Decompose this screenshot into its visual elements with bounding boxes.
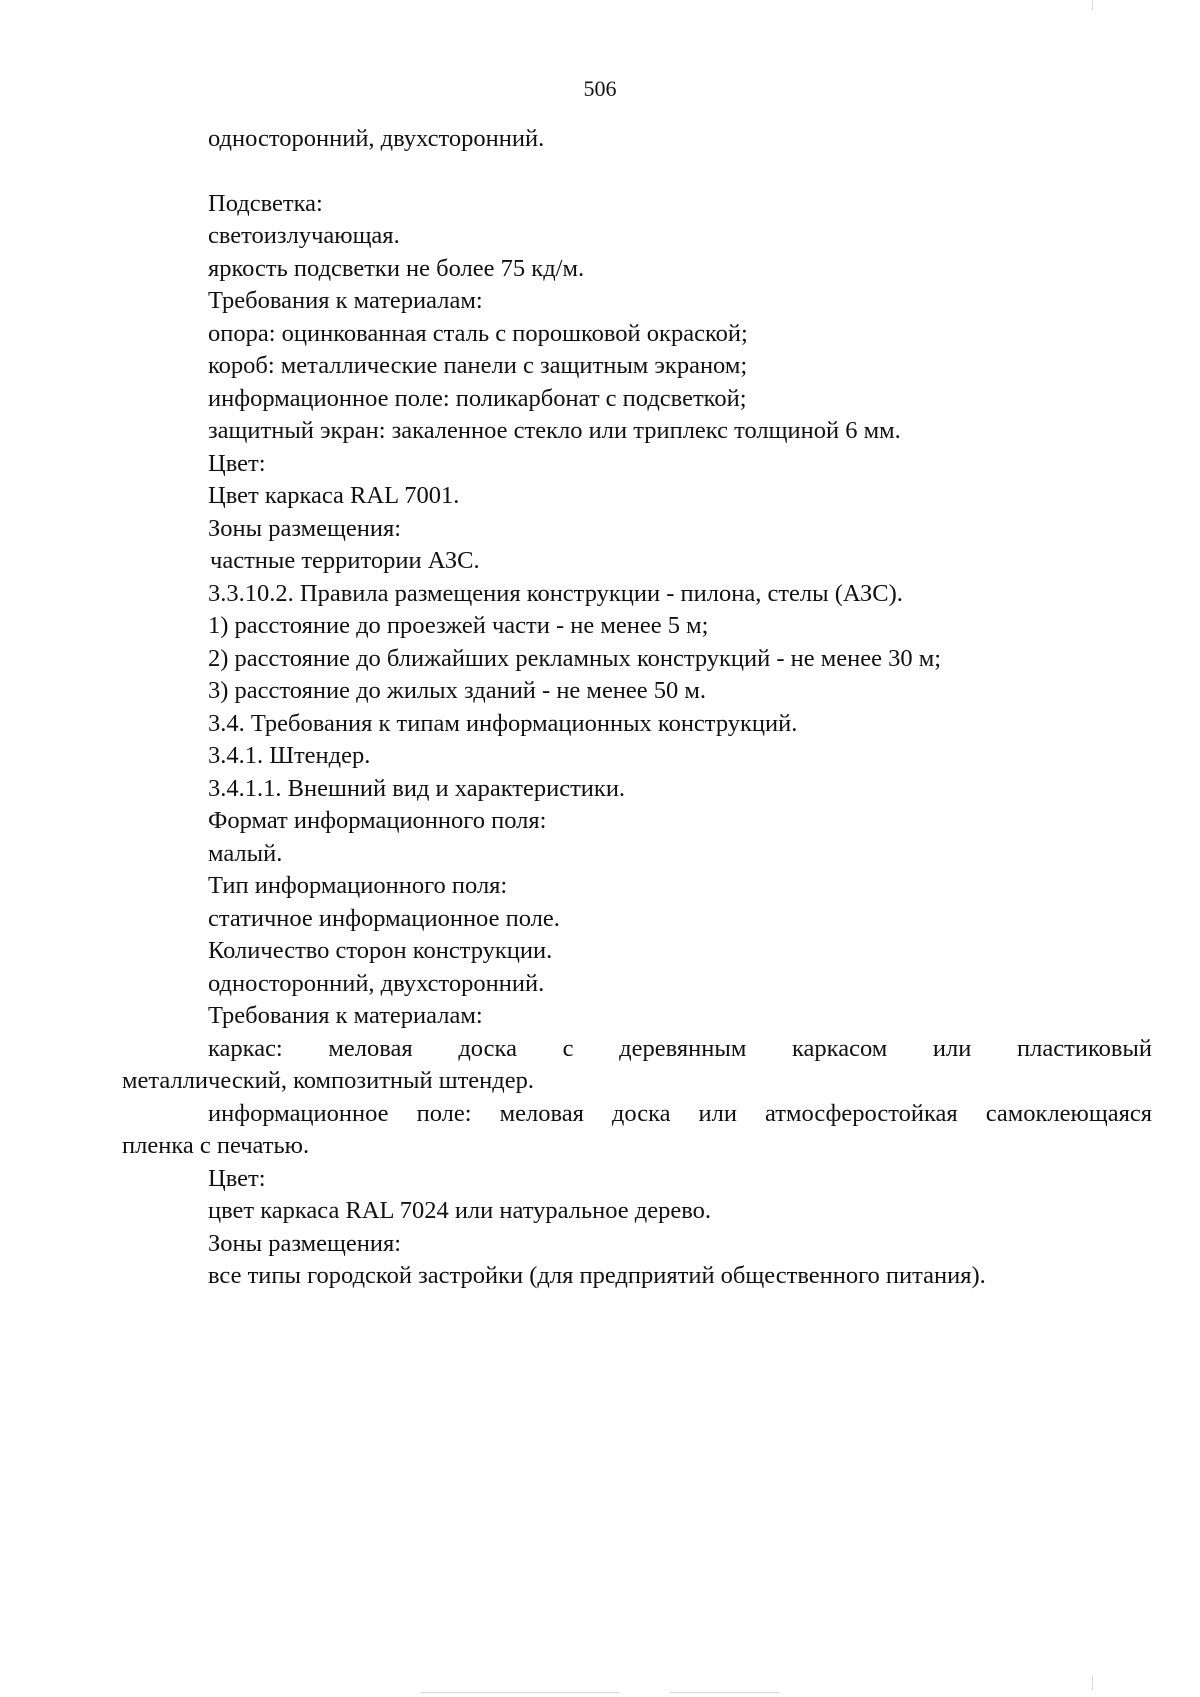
page-number: 506 <box>583 76 617 101</box>
text-line: односторонний, двухсторонний. <box>208 125 545 152</box>
text-line: статичное информационное поле. <box>208 904 560 932</box>
text-line: цвет каркаса RAL 7024 или натуральное дерево. <box>208 1197 712 1224</box>
text-line: короб: металлические панели с защитным экраном; <box>208 352 748 379</box>
scan-edge-mark <box>1092 1676 1093 1690</box>
list-item: 2) расстояние до ближайших рекламных конструкций - не менее 30 м; <box>208 644 942 672</box>
section-heading: Зоны размещения: <box>208 514 402 542</box>
section-heading: Тип информационного поля: <box>208 872 508 899</box>
justified-line: каркас: меловая доска с деревянным каркасом или пластиковый <box>208 1034 1152 1062</box>
text-line: информационное поле: поликарбонат с подсветкой; <box>208 384 747 412</box>
text-line: малый. <box>208 839 283 867</box>
section-heading: 3.4. Требования к типам информационных конструкций. <box>208 709 798 737</box>
section-heading: Требования к материалам: <box>208 1002 483 1029</box>
text-line: светоизлучающая. <box>208 222 400 249</box>
text-line: пленка с печатью. <box>122 1132 310 1159</box>
text-line: опора: оцинкованная сталь с порошковой окраской; <box>208 319 748 347</box>
section-heading: Требования к материалам: <box>208 287 483 314</box>
paragraph-gap <box>122 156 1152 188</box>
section-heading: 3.3.10.2. Правила размещения конструкции - пилона, стелы (АЗС). <box>208 579 903 607</box>
text-line: частные территории АЗС. <box>210 547 480 574</box>
text-line: все типы городской застройки (для предприятий общественного питания). <box>208 1262 986 1289</box>
text-line: Цвет каркаса RAL 7001. <box>208 482 460 509</box>
section-heading: 3.4.1. Штендер. <box>208 742 371 769</box>
list-item: 1) расстояние до проезжей части - не менее 5 м; <box>208 612 709 639</box>
scan-edge-mark <box>420 1692 620 1693</box>
text-line: металлический, композитный штендер. <box>122 1067 534 1094</box>
section-heading: Зоны размещения: <box>208 1229 402 1257</box>
text-line: односторонний, двухсторонний. <box>208 969 545 997</box>
scan-edge-mark <box>1092 0 1093 10</box>
section-heading: 3.4.1.1. Внешний вид и характеристики. <box>208 774 626 802</box>
justified-line: информационное поле: меловая доска или атмосферостойкая самоклеющаяся <box>208 1099 1152 1127</box>
document-body <box>122 123 1152 1293</box>
section-heading: Цвет: <box>208 1164 266 1192</box>
section-heading: Цвет: <box>208 449 266 477</box>
section-heading: Подсветка: <box>208 189 323 217</box>
list-item: 3) расстояние до жилых зданий - не менее 50 м. <box>208 677 707 704</box>
text-line: яркость подсветки не более 75 кд/м. <box>208 254 585 282</box>
section-heading: Количество сторон конструкции. <box>208 937 553 964</box>
scan-edge-mark <box>670 1692 780 1693</box>
text-line: защитный экран: закаленное стекло или триплекс толщиной 6 мм. <box>208 417 901 444</box>
section-heading: Формат информационного поля: <box>208 807 547 834</box>
